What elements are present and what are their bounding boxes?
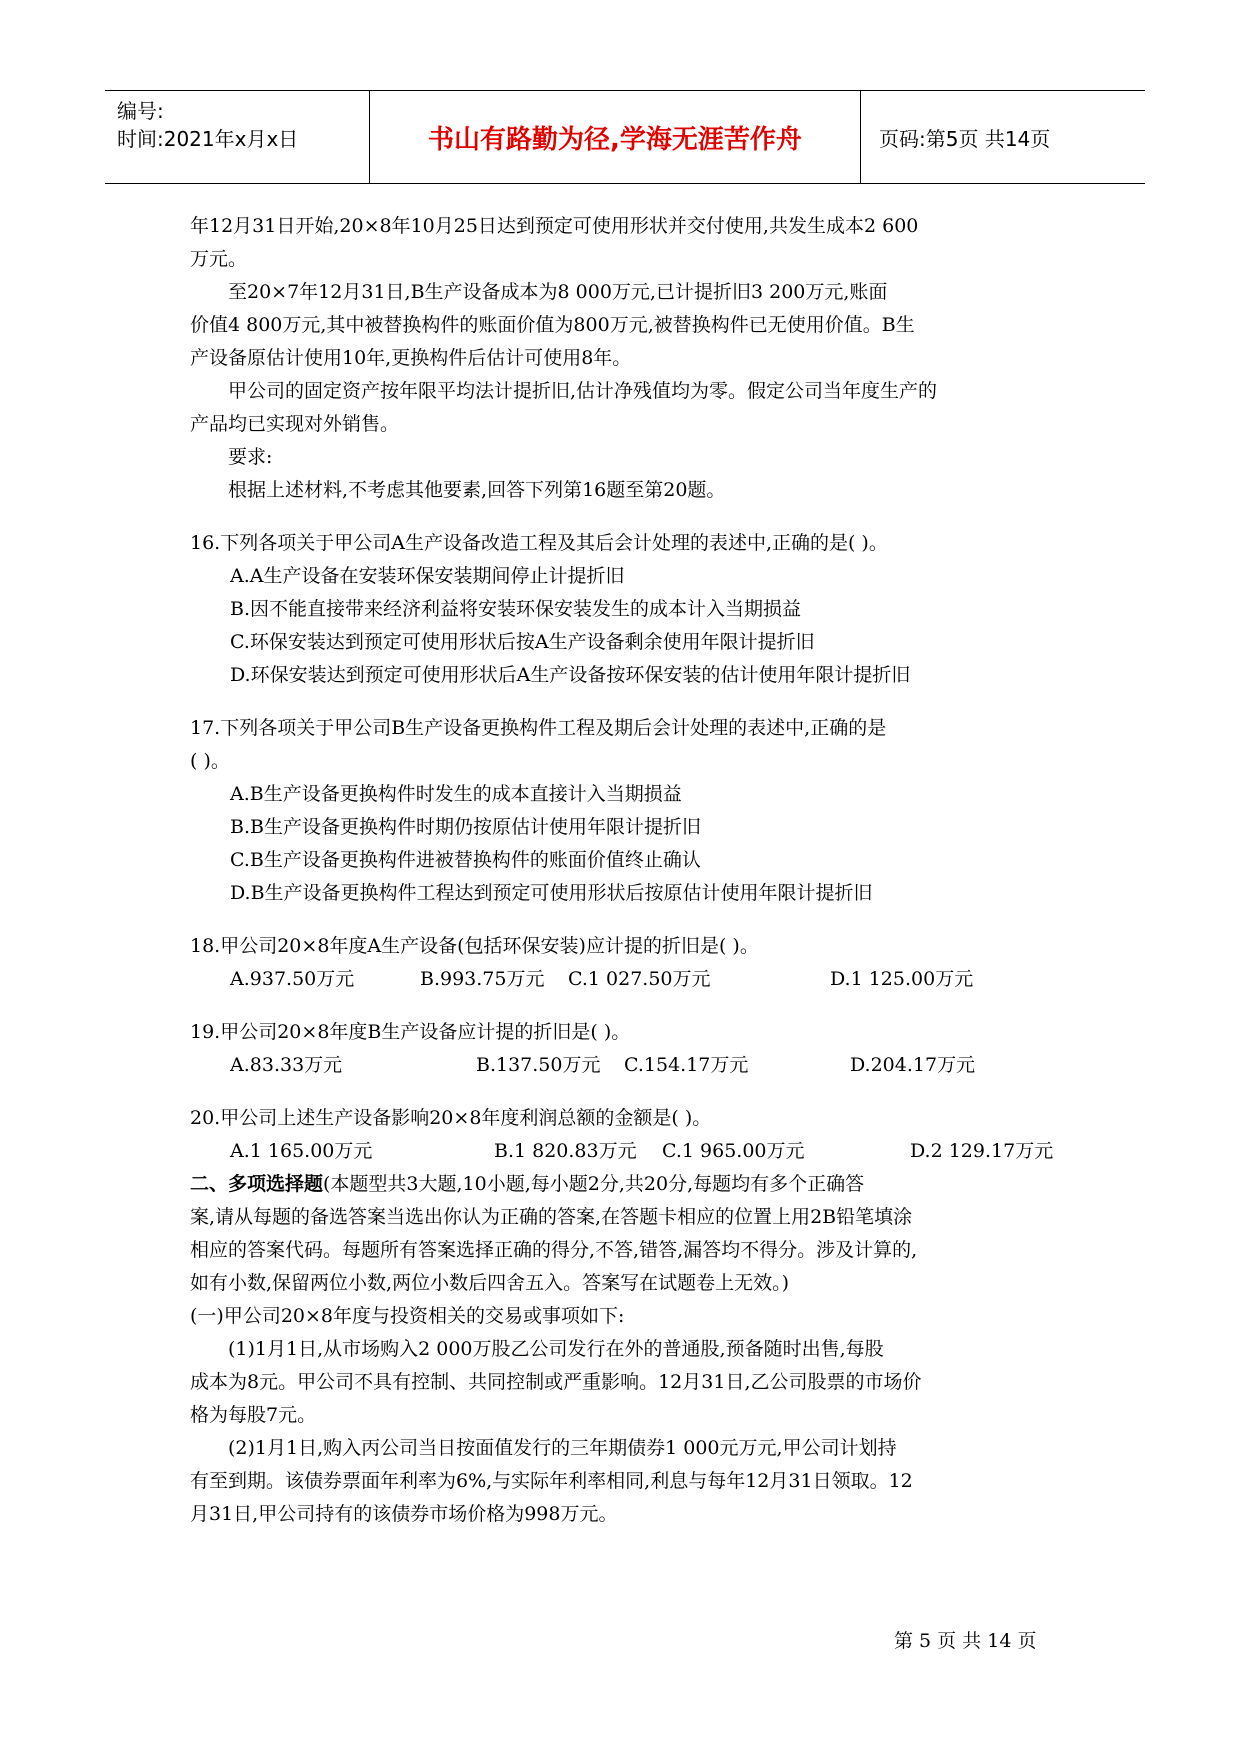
item-2-line: (2)1月1日,购入丙公司当日按面值发行的三年期债券1 000元万元,甲公司计划持 (228, 1437, 897, 1459)
question-17-option-c: C.B生产设备更换构件进被替换构件的账面价值终止确认 (230, 849, 701, 871)
question-20-option-b: B.1 820.83万元 (494, 1140, 637, 1162)
section-2-desc-line: 案,请从每题的备选答案当选出你认为正确的答案,在答题卡相应的位置上用2B铅笔填涂 (190, 1206, 913, 1228)
question-17-stem-cont: ( )。 (190, 750, 230, 772)
question-19-option-c: C.154.17万元 (624, 1054, 749, 1076)
question-16-option-c: C.环保安装达到预定可使用形状后按A生产设备剩余使用年限计提折旧 (230, 631, 815, 653)
page-header (105, 90, 1145, 184)
subsection-1-title: (一)甲公司20×8年度与投资相关的交易或事项如下: (190, 1305, 625, 1327)
question-17-stem: 17.下列各项关于甲公司B生产设备更换构件工程及期后会计处理的表述中,正确的是 (190, 717, 887, 739)
section-2-heading (190, 1168, 1060, 1201)
section-2-desc-line: 相应的答案代码。每题所有答案选择正确的得分,不答,错答,漏答均不得分。涉及计算的, (190, 1239, 918, 1261)
serial-number-label: 编号: (117, 99, 164, 123)
intro-line: 至20×7年12月31日,B生产设备成本为8 000万元,已计提折旧3 200万元,账面 (228, 281, 888, 303)
question-20-stem: 20.甲公司上述生产设备影响20×8年度利润总额的金额是( )。 (190, 1107, 712, 1129)
question-18-stem: 18.甲公司20×8年度A生产设备(包括环保安装)应计提的折旧是( )。 (190, 935, 759, 957)
question-18-option-d: D.1 125.00万元 (830, 968, 974, 990)
question-18-options (190, 963, 1060, 996)
question-20-option-d: D.2 129.17万元 (910, 1140, 1054, 1162)
question-16-stem: 16.下列各项关于甲公司A生产设备改造工程及其后会计处理的表述中,正确的是( )。 (190, 532, 888, 554)
intro-line: 年12月31日开始,20×8年10月25日达到预定可使用形状并交付使用,共发生成本2 600 (190, 215, 919, 237)
question-19-stem: 19.甲公司20×8年度B生产设备应计提的折旧是( )。 (190, 1021, 631, 1043)
intro-line: 产品均已实现对外销售。 (190, 413, 400, 435)
question-19-options (190, 1049, 1060, 1082)
header-left-cell (105, 91, 368, 183)
intro-line: 产设备原估计使用10年,更换构件后估计可使用8年。 (190, 347, 632, 369)
question-16-option-b: B.因不能直接带来经济利益将安装环保安装发生的成本计入当期损益 (230, 598, 802, 620)
question-17-option-b: B.B生产设备更换构件时期仍按原估计使用年限计提折旧 (230, 816, 701, 838)
intro-line: 要求: (228, 446, 273, 468)
item-2-line: 月31日,甲公司持有的该债券市场价格为998万元。 (190, 1503, 618, 1525)
intro-line: 价值4 800万元,其中被替换构件的账面价值为800万元,被替换构件已无使用价值。B生 (190, 314, 915, 336)
item-1-line: 成本为8元。甲公司不具有控制、共同控制或严重影响。12月31日,乙公司股票的市场价 (190, 1371, 922, 1393)
item-2-line: 有至到期。该债券票面年利率为6%,与实际年利率相同,利息与每年12月31日领取。12 (190, 1470, 913, 1492)
section-2-desc-line: 如有小数,保留两位小数,两位小数后四舍五入。答案写在试题卷上无效。) (190, 1272, 789, 1294)
item-1-line: 格为每股7元。 (190, 1404, 317, 1426)
intro-line: 万元。 (190, 248, 248, 270)
question-19-option-b: B.137.50万元 (476, 1054, 601, 1076)
question-20-option-c: C.1 965.00万元 (662, 1140, 805, 1162)
question-19-option-a: A.83.33万元 (230, 1054, 343, 1076)
document-body (190, 210, 1060, 1531)
section-2-title: 二、多项选择题 (190, 1173, 324, 1195)
page-footer: 第 5 页 共 14 页 (894, 1630, 1037, 1652)
question-20-option-a: A.1 165.00万元 (230, 1140, 373, 1162)
question-20-options (190, 1135, 1060, 1168)
question-19-option-d: D.204.17万元 (850, 1054, 976, 1076)
question-17-option-a: A.B生产设备更换构件时发生的成本直接计入当期损益 (230, 783, 682, 805)
time-label: 时间:2021年x月x日 (117, 127, 299, 151)
question-16-option-a: A.A生产设备在安装环保安装期间停止计提折旧 (230, 565, 625, 587)
question-17-option-d: D.B生产设备更换构件工程达到预定可使用形状后按原估计使用年限计提折旧 (230, 882, 873, 904)
intro-line: 根据上述材料,不考虑其他要素,回答下列第16题至第20题。 (228, 479, 726, 501)
question-18-option-a: A.937.50万元 (230, 968, 355, 990)
item-1-line: (1)1月1日,从市场购入2 000万股乙公司发行在外的普通股,预备随时出售,每股 (228, 1338, 884, 1360)
section-2-desc: (本题型共3大题,10小题,每小题2分,共20分,每题均有多个正确答 (323, 1173, 865, 1195)
header-page-label: 页码:第5页 共14页 (879, 127, 1051, 151)
header-right-cell (861, 91, 1145, 183)
header-center-cell (369, 91, 861, 183)
intro-line: 甲公司的固定资产按年限平均法计提折旧,估计净残值均为零。假定公司当年度生产的 (228, 380, 938, 402)
question-18-option-c: C.1 027.50万元 (568, 968, 711, 990)
question-16-option-d: D.环保安装达到预定可使用形状后A生产设备按环保安装的估计使用年限计提折旧 (230, 664, 911, 686)
motto: 书山有路勤为径,学海无涯苦作舟 (428, 125, 802, 155)
question-18-option-b: B.993.75万元 (420, 968, 545, 990)
